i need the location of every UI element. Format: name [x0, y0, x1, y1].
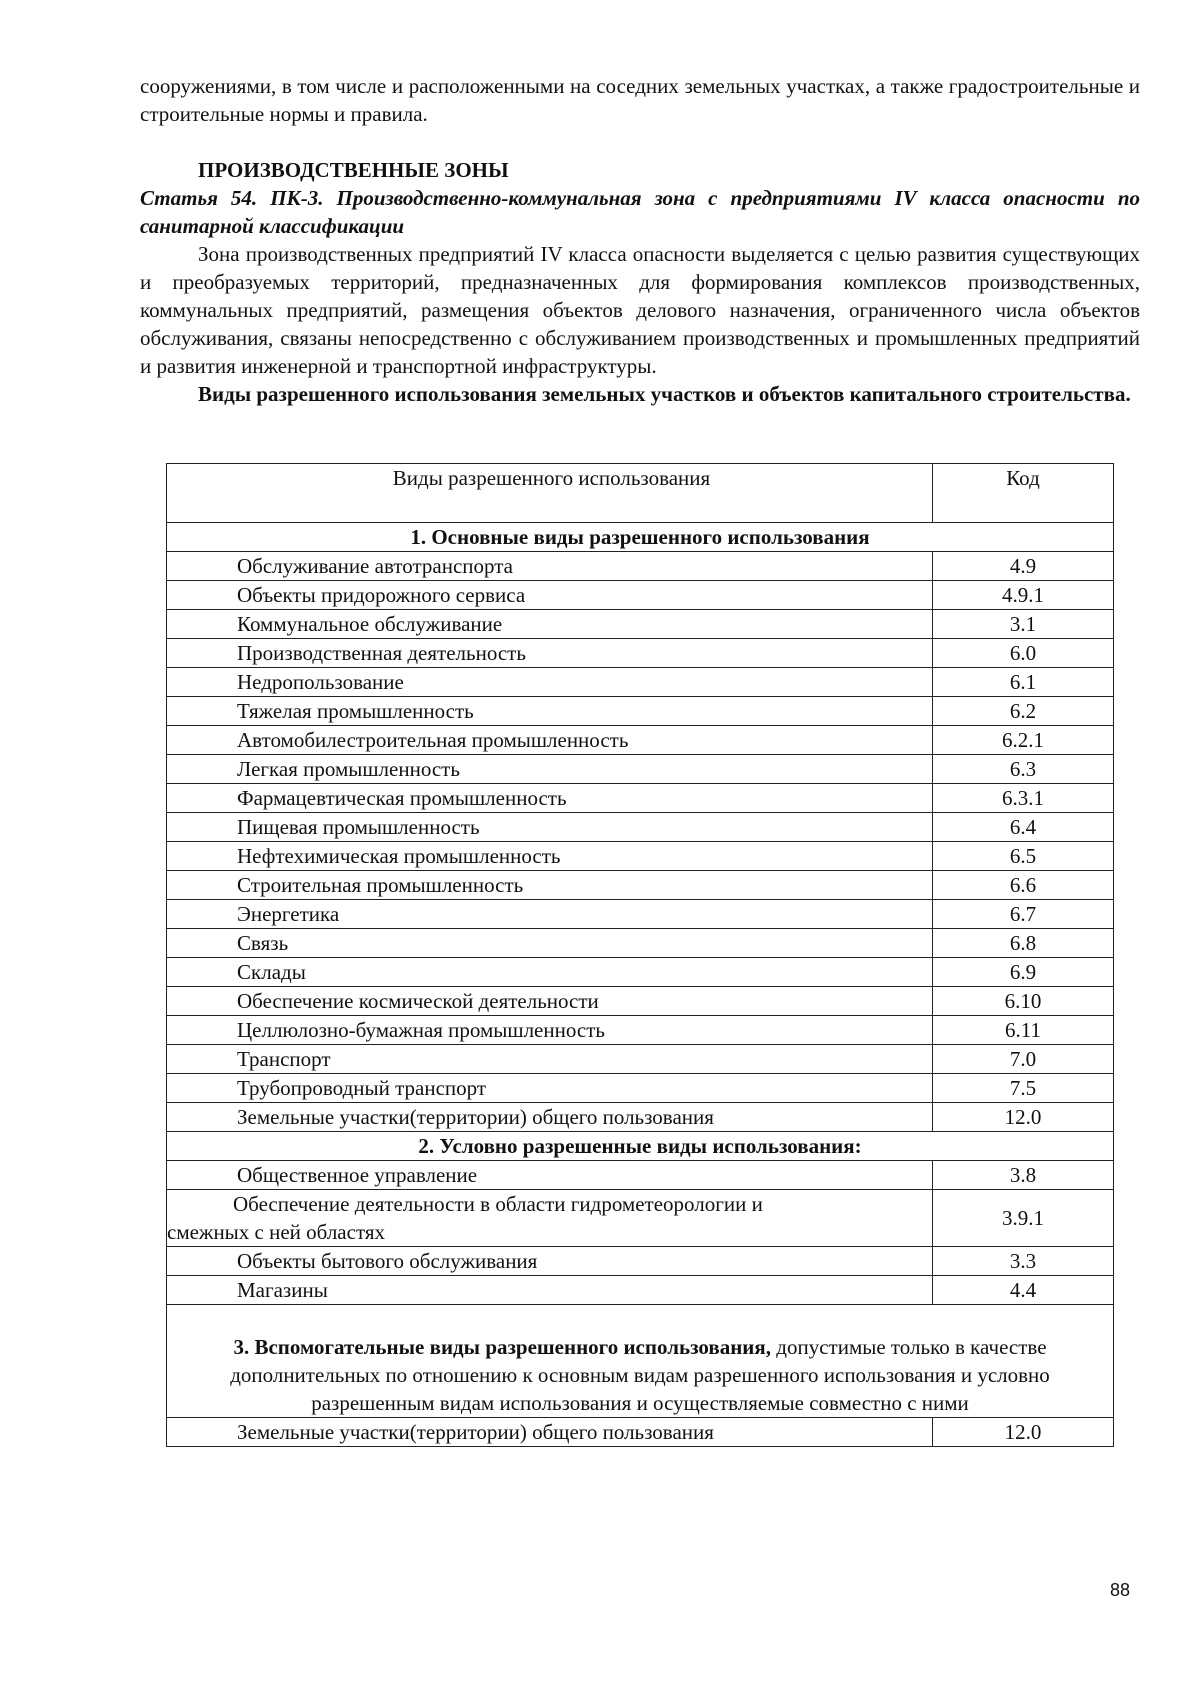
table-row	[167, 1016, 1114, 1045]
row-name: Трубопроводный транспорт	[167, 1074, 933, 1103]
row-name: Производственная деятельность	[167, 639, 933, 668]
row-code: 6.3.1	[933, 784, 1114, 813]
row-name: Склады	[167, 958, 933, 987]
row-name: Пищевая промышленность	[167, 813, 933, 842]
row-name: Земельные участки(территории) общего пользования	[167, 1418, 933, 1447]
table-row	[167, 813, 1114, 842]
row-name: Объекты бытового обслуживания	[167, 1247, 933, 1276]
row-name-line-2: смежных с ней областях	[167, 1220, 385, 1244]
table-row	[167, 581, 1114, 610]
row-name: Фармацевтическая промышленность	[167, 784, 933, 813]
section-heading: ПРОИЗВОДСТВЕННЫЕ ЗОНЫ	[198, 158, 509, 182]
row-code: 6.9	[933, 958, 1114, 987]
row-code: 3.8	[933, 1161, 1114, 1190]
header-code: Код	[933, 464, 1114, 523]
row-name: Земельные участки(территории) общего пользования	[167, 1103, 933, 1132]
row-name: Коммунальное обслуживание	[167, 610, 933, 639]
row-name: Общественное управление	[167, 1161, 933, 1190]
table-caption	[140, 380, 1140, 408]
row-code: 6.3	[933, 755, 1114, 784]
row-code: 4.9	[933, 552, 1114, 581]
row-code: 6.0	[933, 639, 1114, 668]
table-row	[167, 1418, 1114, 1447]
row-name: Тяжелая промышленность	[167, 697, 933, 726]
table-row	[167, 871, 1114, 900]
header-name: Виды разрешенного использования	[167, 464, 933, 523]
table-row	[167, 552, 1114, 581]
section-3-text: допустимые только в качестве дополнительных по отношению к основным видам разрешенного использования и условно разрешенным видам использования и осуществляемые совместно с ними	[230, 1335, 1050, 1415]
row-code: 4.9.1	[933, 581, 1114, 610]
table-row	[167, 1190, 1114, 1247]
row-name: Нефтехимическая промышленность	[167, 842, 933, 871]
table-row	[167, 639, 1114, 668]
table-row	[167, 842, 1114, 871]
row-name: Целлюлозно-бумажная промышленность	[167, 1016, 933, 1045]
page-number: 88	[1110, 1580, 1131, 1600]
row-code: 12.0	[933, 1418, 1114, 1447]
row-code: 6.4	[933, 813, 1114, 842]
table-row	[167, 755, 1114, 784]
article-title: Статья 54. ПК-3. Производственно-коммунальная зона с предприятиями IV класса опасности по санитарной классификации	[140, 186, 1140, 238]
row-code: 6.2	[933, 697, 1114, 726]
section-1-title: 1. Основные виды разрешенного использования	[167, 523, 1114, 552]
table-row	[167, 1045, 1114, 1074]
intro-paragraph: сооружениями, в том числе и расположенными на соседних земельных участках, а также градостроительные и строительные нормы и правила.	[140, 74, 1140, 126]
row-name: Связь	[167, 929, 933, 958]
table-row	[167, 929, 1114, 958]
row-name: Объекты придорожного сервиса	[167, 581, 933, 610]
row-code: 4.4	[933, 1276, 1114, 1305]
table-row	[167, 668, 1114, 697]
article-paragraph: Зона производственных предприятий IV класса опасности выделяется с целью развития существующих и преобразуемых территорий, предназначенных для формирования комплексов производственных, коммунальных предприятий, размещения объектов делового назначения, ограниченного числа объектов обслуживания, связаны непосредственно с обслуживанием производственных и промышленных предприятий и развития инженерной и транспортной инфраструктуры.	[140, 242, 1140, 378]
section-1-row	[167, 523, 1114, 552]
table-row	[167, 610, 1114, 639]
document-body	[140, 72, 1140, 408]
section-3-title	[167, 1305, 1114, 1418]
land-use-table	[166, 463, 1114, 1447]
row-name: Легкая промышленность	[167, 755, 933, 784]
row-code: 3.9.1	[933, 1190, 1114, 1247]
section-2-row	[167, 1132, 1114, 1161]
row-code: 6.7	[933, 900, 1114, 929]
row-code: 6.10	[933, 987, 1114, 1016]
section-3-bold: 3. Вспомогательные виды разрешенного использования,	[233, 1335, 772, 1359]
row-name: Строительная промышленность	[167, 871, 933, 900]
section-2-title: 2. Условно разрешенные виды использования:	[167, 1132, 1114, 1161]
row-code: 3.3	[933, 1247, 1114, 1276]
table-row	[167, 784, 1114, 813]
table-row	[167, 697, 1114, 726]
row-code: 3.1	[933, 610, 1114, 639]
row-code: 6.8	[933, 929, 1114, 958]
row-name: Автомобилестроительная промышленность	[167, 726, 933, 755]
table-row	[167, 1247, 1114, 1276]
row-code: 6.5	[933, 842, 1114, 871]
row-code: 7.0	[933, 1045, 1114, 1074]
table-caption-text: Виды разрешенного использования земельных участков и объектов капитального строительства.	[198, 382, 1131, 406]
row-code: 6.1	[933, 668, 1114, 697]
table-row	[167, 1276, 1114, 1305]
row-code: 6.6	[933, 871, 1114, 900]
section-3-row	[167, 1305, 1114, 1418]
row-name	[167, 1190, 933, 1247]
table-header-row	[167, 464, 1114, 523]
row-name: Транспорт	[167, 1045, 933, 1074]
row-code: 6.2.1	[933, 726, 1114, 755]
table-row	[167, 726, 1114, 755]
row-name: Обеспечение космической деятельности	[167, 987, 933, 1016]
row-name: Недропользование	[167, 668, 933, 697]
row-code: 6.11	[933, 1016, 1114, 1045]
table-row	[167, 958, 1114, 987]
table-row	[167, 987, 1114, 1016]
row-name: Энергетика	[167, 900, 933, 929]
row-code: 7.5	[933, 1074, 1114, 1103]
row-name: Обслуживание автотранспорта	[167, 552, 933, 581]
table-row	[167, 1161, 1114, 1190]
row-name: Магазины	[167, 1276, 933, 1305]
row-name-line-1: Обеспечение деятельности в области гидрометеорологии и	[233, 1192, 763, 1216]
row-code: 12.0	[933, 1103, 1114, 1132]
table-row	[167, 1103, 1114, 1132]
table-row	[167, 900, 1114, 929]
table-row	[167, 1074, 1114, 1103]
